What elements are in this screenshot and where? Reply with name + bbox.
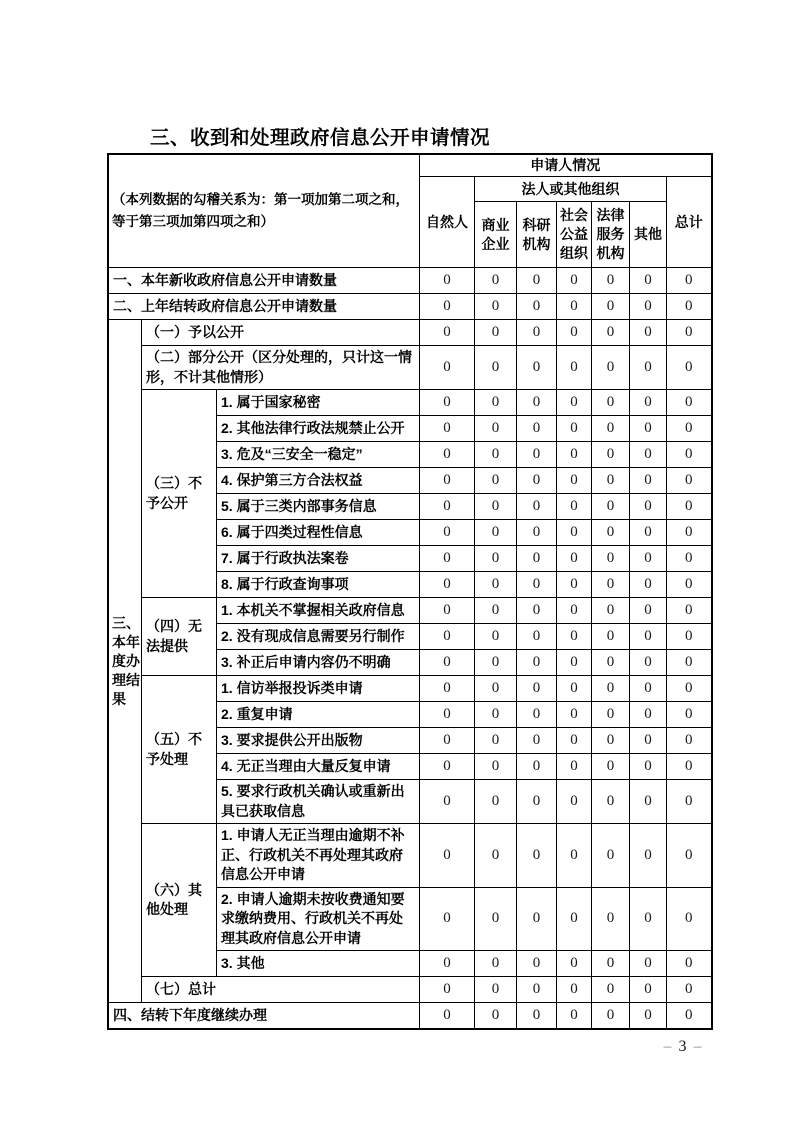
value-cell: 0 <box>557 320 592 346</box>
value-cell: 0 <box>420 468 475 494</box>
value-cell: 0 <box>420 702 475 728</box>
value-cell: 0 <box>667 887 712 951</box>
value-cell: 0 <box>630 780 667 824</box>
header-total: 总计 <box>667 177 712 268</box>
value-cell: 0 <box>420 728 475 754</box>
value-cell: 0 <box>517 728 557 754</box>
value-cell: 0 <box>630 824 667 888</box>
value-cell: 0 <box>475 268 517 294</box>
value-cell: 0 <box>667 572 712 598</box>
value-cell: 0 <box>517 546 557 572</box>
header-other-org: 其他 <box>630 202 667 268</box>
value-cell: 0 <box>630 346 667 390</box>
table-row <box>108 346 712 390</box>
row-label-section-1: 一、本年新收政府信息公开申请数量 <box>108 268 420 294</box>
value-cell: 0 <box>592 346 630 390</box>
header-legal-service-org: 法律服务机构 <box>592 202 630 268</box>
value-cell: 0 <box>667 520 712 546</box>
value-cell: 0 <box>592 546 630 572</box>
value-cell: 0 <box>630 320 667 346</box>
value-cell: 0 <box>517 951 557 977</box>
row-label: 2. 申请人逾期未按收费通知要求缴纳费用、行政机关不再处理其政府信息公开申请 <box>217 887 420 951</box>
value-cell: 0 <box>557 824 592 888</box>
value-cell: 0 <box>475 598 517 624</box>
value-cell: 0 <box>667 390 712 416</box>
value-cell: 0 <box>557 702 592 728</box>
value-cell: 0 <box>475 416 517 442</box>
row-label: 1. 本机关不掌握相关政府信息 <box>217 598 420 624</box>
value-cell: 0 <box>517 702 557 728</box>
value-cell: 0 <box>517 780 557 824</box>
value-cell: 0 <box>592 824 630 888</box>
value-cell: 0 <box>592 390 630 416</box>
value-cell: 0 <box>475 320 517 346</box>
value-cell: 0 <box>517 624 557 650</box>
value-cell: 0 <box>420 1003 475 1029</box>
value-cell: 0 <box>475 676 517 702</box>
value-cell: 0 <box>420 390 475 416</box>
value-cell: 0 <box>420 754 475 780</box>
value-cell: 0 <box>630 572 667 598</box>
value-cell: 0 <box>557 650 592 676</box>
value-cell: 0 <box>517 268 557 294</box>
value-cell: 0 <box>420 624 475 650</box>
value-cell: 0 <box>475 390 517 416</box>
value-cell: 0 <box>630 598 667 624</box>
value-cell: 0 <box>592 676 630 702</box>
value-cell: 0 <box>630 702 667 728</box>
value-cell: 0 <box>517 442 557 468</box>
value-cell: 0 <box>630 650 667 676</box>
value-cell: 0 <box>420 416 475 442</box>
row-label: 1. 信访举报投诉类申请 <box>217 676 420 702</box>
value-cell: 0 <box>557 754 592 780</box>
table-row <box>108 598 712 624</box>
table-row <box>108 676 712 702</box>
value-cell: 0 <box>517 1003 557 1029</box>
row-label-cat-7: （七）总计 <box>142 977 420 1003</box>
value-cell: 0 <box>667 624 712 650</box>
value-cell: 0 <box>667 468 712 494</box>
value-cell: 0 <box>475 1003 517 1029</box>
value-cell: 0 <box>420 650 475 676</box>
row-label-section-2: 二、上年结转政府信息公开申请数量 <box>108 294 420 320</box>
value-cell: 0 <box>557 442 592 468</box>
value-cell: 0 <box>667 346 712 390</box>
value-cell: 0 <box>557 598 592 624</box>
value-cell: 0 <box>592 494 630 520</box>
value-cell: 0 <box>667 728 712 754</box>
value-cell: 0 <box>592 416 630 442</box>
row-label-section-4: 四、结转下年度继续办理 <box>108 1003 420 1029</box>
header-legal-org-group: 法人或其他组织 <box>475 177 667 202</box>
value-cell: 0 <box>592 520 630 546</box>
value-cell: 0 <box>630 754 667 780</box>
table-row <box>108 824 712 888</box>
value-cell: 0 <box>475 977 517 1003</box>
value-cell: 0 <box>667 416 712 442</box>
value-cell: 0 <box>420 572 475 598</box>
row-label: 4. 保护第三方合法权益 <box>217 468 420 494</box>
value-cell: 0 <box>420 598 475 624</box>
value-cell: 0 <box>592 1003 630 1029</box>
value-cell: 0 <box>517 598 557 624</box>
value-cell: 0 <box>420 951 475 977</box>
info-disclosure-table <box>107 153 713 1030</box>
row-label: 4. 无正当理由大量反复申请 <box>217 754 420 780</box>
value-cell: 0 <box>420 887 475 951</box>
value-cell: 0 <box>592 754 630 780</box>
value-cell: 0 <box>475 650 517 676</box>
value-cell: 0 <box>667 780 712 824</box>
row-label: 3. 补正后申请内容仍不明确 <box>217 650 420 676</box>
value-cell: 0 <box>557 294 592 320</box>
value-cell: 0 <box>630 390 667 416</box>
value-cell: 0 <box>667 442 712 468</box>
value-cell: 0 <box>475 887 517 951</box>
value-cell: 0 <box>475 624 517 650</box>
value-cell: 0 <box>630 1003 667 1029</box>
value-cell: 0 <box>517 416 557 442</box>
value-cell: 0 <box>630 416 667 442</box>
value-cell: 0 <box>475 728 517 754</box>
value-cell: 0 <box>517 468 557 494</box>
row-label-cat-6: （六）其他处理 <box>142 824 217 977</box>
value-cell: 0 <box>517 754 557 780</box>
value-cell: 0 <box>667 754 712 780</box>
value-cell: 0 <box>517 494 557 520</box>
value-cell: 0 <box>630 520 667 546</box>
value-cell: 0 <box>557 416 592 442</box>
header-applicant-group: 申请人情况 <box>420 154 712 177</box>
value-cell: 0 <box>557 951 592 977</box>
value-cell: 0 <box>517 977 557 1003</box>
row-label: 3. 要求提供公开出版物 <box>217 728 420 754</box>
value-cell: 0 <box>420 294 475 320</box>
value-cell: 0 <box>420 346 475 390</box>
value-cell: 0 <box>667 1003 712 1029</box>
value-cell: 0 <box>475 346 517 390</box>
value-cell: 0 <box>592 268 630 294</box>
value-cell: 0 <box>517 346 557 390</box>
value-cell: 0 <box>420 676 475 702</box>
row-label: 2. 其他法律行政法规禁止公开 <box>217 416 420 442</box>
value-cell: 0 <box>517 294 557 320</box>
row-label: 1. 申请人无正当理由逾期不补正、行政机关不再处理其政府信息公开申请 <box>217 824 420 888</box>
value-cell: 0 <box>420 268 475 294</box>
value-cell: 0 <box>475 442 517 468</box>
table-note: （本列数据的勾稽关系为：第一项加第二项之和，等于第三项加第四项之和） <box>108 154 420 268</box>
table-body <box>108 268 712 1029</box>
value-cell: 0 <box>592 951 630 977</box>
value-cell: 0 <box>475 546 517 572</box>
page-number-value: 3 <box>678 1038 688 1055</box>
header-commercial-enterprise: 商业企业 <box>475 202 517 268</box>
value-cell: 0 <box>592 977 630 1003</box>
value-cell: 0 <box>592 598 630 624</box>
value-cell: 0 <box>667 546 712 572</box>
table-row <box>108 320 712 346</box>
value-cell: 0 <box>475 754 517 780</box>
value-cell: 0 <box>630 977 667 1003</box>
value-cell: 0 <box>475 520 517 546</box>
value-cell: 0 <box>517 887 557 951</box>
value-cell: 0 <box>667 294 712 320</box>
value-cell: 0 <box>420 824 475 888</box>
row-label: 5. 属于三类内部事务信息 <box>217 494 420 520</box>
value-cell: 0 <box>667 977 712 1003</box>
value-cell: 0 <box>667 598 712 624</box>
value-cell: 0 <box>420 320 475 346</box>
value-cell: 0 <box>667 320 712 346</box>
value-cell: 0 <box>475 494 517 520</box>
row-label: 3. 其他 <box>217 951 420 977</box>
value-cell: 0 <box>592 294 630 320</box>
value-cell: 0 <box>630 294 667 320</box>
value-cell: 0 <box>557 494 592 520</box>
value-cell: 0 <box>630 546 667 572</box>
value-cell: 0 <box>420 977 475 1003</box>
row-label: 6. 属于四类过程性信息 <box>217 520 420 546</box>
row-label: 2. 没有现成信息需要另行制作 <box>217 624 420 650</box>
header-research-institution: 科研机构 <box>517 202 557 268</box>
page-number <box>648 1038 718 1056</box>
value-cell: 0 <box>630 887 667 951</box>
table-row <box>108 268 712 294</box>
value-cell: 0 <box>420 494 475 520</box>
row-label: 2. 重复申请 <box>217 702 420 728</box>
value-cell: 0 <box>667 951 712 977</box>
value-cell: 0 <box>630 624 667 650</box>
value-cell: 0 <box>557 676 592 702</box>
value-cell: 0 <box>420 442 475 468</box>
table-row <box>108 390 712 416</box>
value-cell: 0 <box>420 520 475 546</box>
value-cell: 0 <box>517 676 557 702</box>
value-cell: 0 <box>592 442 630 468</box>
value-cell: 0 <box>420 546 475 572</box>
value-cell: 0 <box>517 390 557 416</box>
value-cell: 0 <box>630 494 667 520</box>
value-cell: 0 <box>630 676 667 702</box>
value-cell: 0 <box>592 320 630 346</box>
value-cell: 0 <box>557 624 592 650</box>
value-cell: 0 <box>667 676 712 702</box>
value-cell: 0 <box>592 624 630 650</box>
row-label: 1. 属于国家秘密 <box>217 390 420 416</box>
value-cell: 0 <box>557 572 592 598</box>
value-cell: 0 <box>630 442 667 468</box>
value-cell: 0 <box>667 650 712 676</box>
value-cell: 0 <box>420 780 475 824</box>
row-label: 3. 危及“三安全一稳定” <box>217 442 420 468</box>
value-cell: 0 <box>592 887 630 951</box>
value-cell: 0 <box>557 1003 592 1029</box>
table-row <box>108 294 712 320</box>
row-label-cat-5: （五）不予处理 <box>142 676 217 824</box>
value-cell: 0 <box>475 294 517 320</box>
header-natural-person: 自然人 <box>420 177 475 268</box>
value-cell: 0 <box>592 650 630 676</box>
table-header <box>108 154 712 268</box>
value-cell: 0 <box>557 728 592 754</box>
value-cell: 0 <box>667 702 712 728</box>
value-cell: 0 <box>517 520 557 546</box>
row-label-cat-2: （二）部分公开（区分处理的，只计这一情形，不计其他情形） <box>142 346 420 390</box>
value-cell: 0 <box>667 494 712 520</box>
table-row <box>108 977 712 1003</box>
table-row <box>108 1003 712 1029</box>
page-number-dash-left: – <box>663 1038 673 1055</box>
value-cell: 0 <box>557 546 592 572</box>
value-cell: 0 <box>557 468 592 494</box>
value-cell: 0 <box>475 951 517 977</box>
row-label: 7. 属于行政执法案卷 <box>217 546 420 572</box>
row-label: 5. 要求行政机关确认或重新出具已获取信息 <box>217 780 420 824</box>
value-cell: 0 <box>557 780 592 824</box>
row-label-cat-4: （四）无法提供 <box>142 598 217 676</box>
value-cell: 0 <box>630 268 667 294</box>
value-cell: 0 <box>475 824 517 888</box>
value-cell: 0 <box>557 520 592 546</box>
value-cell: 0 <box>630 728 667 754</box>
value-cell: 0 <box>592 702 630 728</box>
value-cell: 0 <box>475 468 517 494</box>
row-label-cat-3: （三）不予公开 <box>142 390 217 598</box>
value-cell: 0 <box>557 268 592 294</box>
value-cell: 0 <box>517 572 557 598</box>
row-label: 8. 属于行政查询事项 <box>217 572 420 598</box>
row-label-cat-1: （一）予以公开 <box>142 320 420 346</box>
value-cell: 0 <box>475 702 517 728</box>
page-title: 三、收到和处理政府信息公开申请情况 <box>150 127 491 149</box>
value-cell: 0 <box>517 650 557 676</box>
header-social-welfare-org: 社会公益组织 <box>557 202 592 268</box>
page-number-dash-right: – <box>693 1038 703 1055</box>
value-cell: 0 <box>475 780 517 824</box>
value-cell: 0 <box>630 468 667 494</box>
value-cell: 0 <box>517 320 557 346</box>
value-cell: 0 <box>557 390 592 416</box>
value-cell: 0 <box>592 780 630 824</box>
value-cell: 0 <box>592 468 630 494</box>
value-cell: 0 <box>667 268 712 294</box>
value-cell: 0 <box>557 346 592 390</box>
value-cell: 0 <box>592 728 630 754</box>
row-label-section-3: 三、本年度办理结果 <box>108 320 142 1003</box>
value-cell: 0 <box>667 824 712 888</box>
value-cell: 0 <box>475 572 517 598</box>
value-cell: 0 <box>557 977 592 1003</box>
value-cell: 0 <box>517 824 557 888</box>
header-row-1 <box>108 154 712 177</box>
value-cell: 0 <box>592 572 630 598</box>
value-cell: 0 <box>557 887 592 951</box>
value-cell: 0 <box>630 951 667 977</box>
